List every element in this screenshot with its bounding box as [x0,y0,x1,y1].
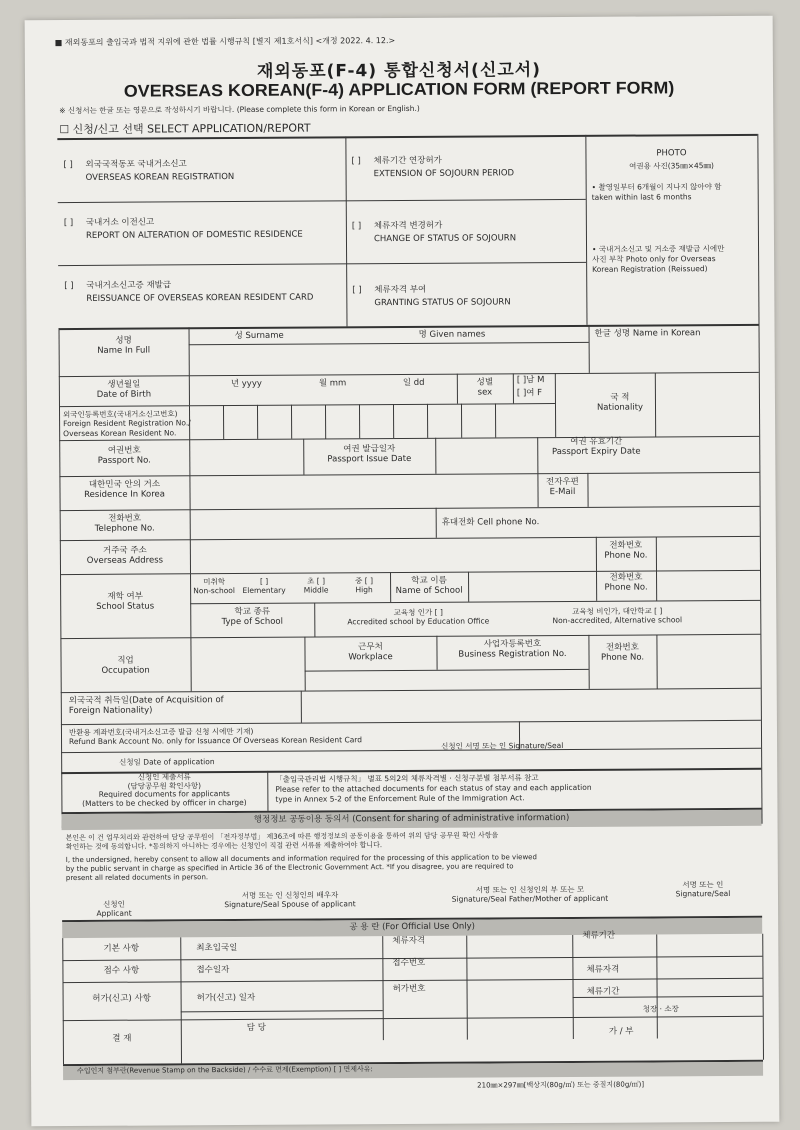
non-school-checkbox[interactable]: 미취학 Non-school [193,577,236,596]
option-alteration-en: REPORT ON ALTERATION OF DOMESTIC RESIDENCE [85,229,303,241]
high-checkbox[interactable]: 중 [ ] High [355,576,374,595]
consent-spouse-signature[interactable]: 서명 또는 인 신청인의 배우자 Signature/Seal Spouse of applicant [224,890,356,910]
first-entry-label: 최초입국일 [196,943,238,954]
option-change-kr: 체류자격 변경허가 [373,220,443,232]
consent-parent-signature[interactable]: 서명 또는 인 신청인의 부 또는 모 Signature/Seal Father/Mother of applicant [451,884,609,904]
school-name-label: 학교 이름 Name of School [395,575,463,597]
permit-date-label: 허가(신고) 일자 [196,992,256,1004]
official-use-title: 공 용 란 (For Official Use Only) [349,921,476,933]
work-phone-label: 전화번호 Phone No. [600,642,645,663]
middle-checkbox[interactable]: 초 [ ] Middle [303,576,329,595]
workplace-label: 근무처 Workplace [348,642,393,663]
option-reissuance-kr: 국내거소신고증 재발급 [86,280,172,291]
nationality-label: 국 적 Nationality [596,392,644,413]
school-phone-label: 전화번호 Phone No. [604,572,648,593]
option-granting-kr: 체류자격 부여 [374,284,427,296]
option-granting-en: GRANTING STATUS OF SOJOURN [374,297,511,309]
regulation-reference: ■ 재외동포의 출입국과 법적 지위에 관한 법률 시행규칙 [별지 제1호서식] <개정 2022. 4. 12.> [54,36,396,48]
photo-title: PHOTO [656,148,687,159]
applicant-signature-label: 신청인 서명 또는 인 Signature/Seal [441,741,564,751]
receipt-date-label: 접수일자 [196,965,230,976]
officer-in-charge-label: 담 당 [246,1022,266,1033]
consent-korean-text: 본인은 이 건 업무처리와 관련하여 담당 공무원이 「전자정부법」 제36조에 따른 행정정보의 공동이용을 통하여 위의 담당 공무원 확인 사항을 확인하는 것에 동의합니다. *동의하지 아니하는 경우에는 신청인이 직접 관련 서류를 제출하여야 합니다. [65,831,499,851]
photo-note-recent: • 촬영일부터 6개월이 지나지 않아야 함 taken within last 6 months [591,182,722,202]
required-documents-label: 신청인 제출서류 (담당공무원 확인사항) Required documents for applicants (Matters to be checked by officer in charge) [82,772,247,808]
school-status-label: 재학 여부 School Status [96,591,155,613]
cellphone-label: 휴대전화 Cell phone No. [441,517,540,528]
option-extension-mark[interactable]: [ ] [351,156,361,167]
option-granting-mark[interactable]: [ ] [352,285,362,296]
option-change-en: CHANGE OF STATUS OF SOJOURN [373,233,517,245]
approval-yes-no[interactable]: 가 / 부 [608,1026,634,1037]
acquisition-date-label: 외국국적 취득일(Date of Acquisition of Foreign Nationality) [68,695,224,717]
option-extension-kr: 체류기간 연장허가 [373,155,442,167]
telephone-label: 전화번호 Telephone No. [94,513,155,535]
consent-title: 행정정보 공동이용 동의서 (Consent for sharing of administrative information) [253,812,570,825]
permit-period-label: 체류기간 [586,986,620,997]
dob-day: 일 dd [402,377,425,388]
option-reissuance-mark[interactable]: [ ] [64,281,74,292]
photo-size: 여권용 사진(35㎜×45㎜) [629,161,714,171]
option-reissuance-en: REISSUANCE OF OVERSEAS KOREAN RESIDENT CARD [86,292,314,304]
school-type-label: 학교 종류 Type of School [221,606,284,628]
consent-applicant-label: 신청인 Applicant [96,899,132,918]
application-form-sheet [25,16,780,1127]
passport-no-label: 여권번호 Passport No. [97,445,151,467]
receipt-info-label: 접수 사항 [103,965,140,976]
sex-female-checkbox[interactable]: [ ]여 F [516,388,543,399]
chief-label: 청장 · 소장 [642,1004,679,1014]
name-label: 성명 Name In Full [97,335,151,357]
official-status-label: 체류자격 [392,935,426,947]
korean-name-label: 한글 성명 Name in Korean [594,328,701,339]
application-date-label: 신청일 Date of application [119,757,215,767]
permit-status-label: 체류자격 [586,964,620,975]
passport-issue-date-label: 여권 발급일자 Passport Issue Date [327,444,412,465]
overseas-phone-label: 전화번호 Phone No. [604,540,648,561]
basic-info-label: 기본 사항 [103,943,140,954]
surname-label: 성 Surname [234,330,284,342]
given-names-label: 명 Given names [418,329,486,340]
option-change-mark[interactable]: [ ] [351,221,362,232]
approval-label: 결 재 [112,1033,132,1044]
dob-label: 생년월일 Date of Birth [96,379,152,401]
foreign-resident-no-label: 외국인등록번호(국내거소신고번호) Foreign Resident Registration No./ Overseas Korean Resident No. [63,409,191,438]
receipt-no-label: 접수번호 [392,957,426,969]
official-period-label: 체류기간 [582,930,616,941]
sex-label: 성별 sex [476,377,494,398]
revenue-stamp-note: 수입인지 첨부란(Revenue Stamp on the Backside) / 수수료 면제(Exemption) [ ] 면제사유: [77,1065,373,1075]
form-title-korean: 재외동포(F-4) 통합신청서(신고서) [256,60,542,82]
refund-account-label: 반환용 계좌번호(국내거소신고증 발급 신청 시에만 기재) Refund Bank Account No. only for Issuance Of Overseas Korean Resident Card [68,726,363,747]
non-accredited-school-checkbox[interactable]: 교육청 비인가, 대안학교 [ ] Non-accredited, Alternative school [552,606,683,626]
sex-male-checkbox[interactable]: [ ]남 M [516,375,545,386]
option-registration-kr: 외국국적동포 국내거소신고 [85,159,187,170]
option-alteration-mark[interactable]: [ ] [63,218,74,229]
option-alteration-kr: 국내거소 이전신고 [85,217,155,228]
dob-month: 월 mm [318,378,347,389]
photo-note-reissue: • 국내거소신고 및 거소증 재발급 시에만 사진 부착 Photo only for Overseas Korean Registration (Reissued) [592,244,725,275]
occupation-label: 직업 Occupation [101,655,150,677]
overseas-address-label: 거주국 주소 Overseas Address [86,545,164,567]
required-documents-text: 「출입국관리법 시행규칙」 별표 5의2의 체류자격별 · 신청구분별 첨부서류 참고 Please refer to the attached documents for each status of stay and each application type in Annex 5-2 of the Enforcement Rule of the Immigration Act. [275,773,592,804]
business-reg-label: 사업자등록번호 Business Registration No. [458,639,567,660]
select-application-label: ☐ 신청/신고 선택 SELECT APPLICATION/REPORT [59,121,311,137]
permit-info-label: 허가(신고) 사항 [92,993,151,1004]
consent-signature-seal[interactable]: 서명 또는 인 Signature/Seal [675,880,731,899]
accredited-school-checkbox[interactable]: 교육청 인가 [ ] Accredited school by Education Office [347,607,490,627]
form-title-english: OVERSEAS KOREAN(F-4) APPLICATION FORM (REPORT FORM) [123,78,675,101]
dob-year: 년 yyyy [230,378,262,390]
consent-english-text: I, the undersigned, hereby consent to allow all documents and information required for the processing of this application to be viewed by the public servant in charge as specified in Article 36 of the Electronic Government Act. *If you disagree, you are required to present all related documents in person. [65,853,537,882]
option-registration-en: OVERSEAS KOREAN REGISTRATION [85,172,235,183]
passport-expiry-label: 여권 유효기간 Passport Expiry Date [551,436,641,458]
email-label: 전자우편 E-Mail [545,476,579,498]
option-registration-mark[interactable]: [ ] [63,160,73,171]
option-extension-en: EXTENSION OF SOJOURN PERIOD [373,168,515,180]
language-instruction: ※ 신청서는 한글 또는 영문으로 작성하시기 바랍니다. (Please complete this form in Korean or English.) [59,103,420,116]
permit-no-label: 허가번호 [392,983,426,995]
residence-korea-label: 대한민국 안의 거소 Residence In Korea [84,479,165,501]
paper-spec: 210㎜×297㎜[백상지(80g/㎡) 또는 중질지(80g/㎡)] [477,1080,645,1090]
elementary-checkbox[interactable]: [ ] Elementary [242,576,286,595]
